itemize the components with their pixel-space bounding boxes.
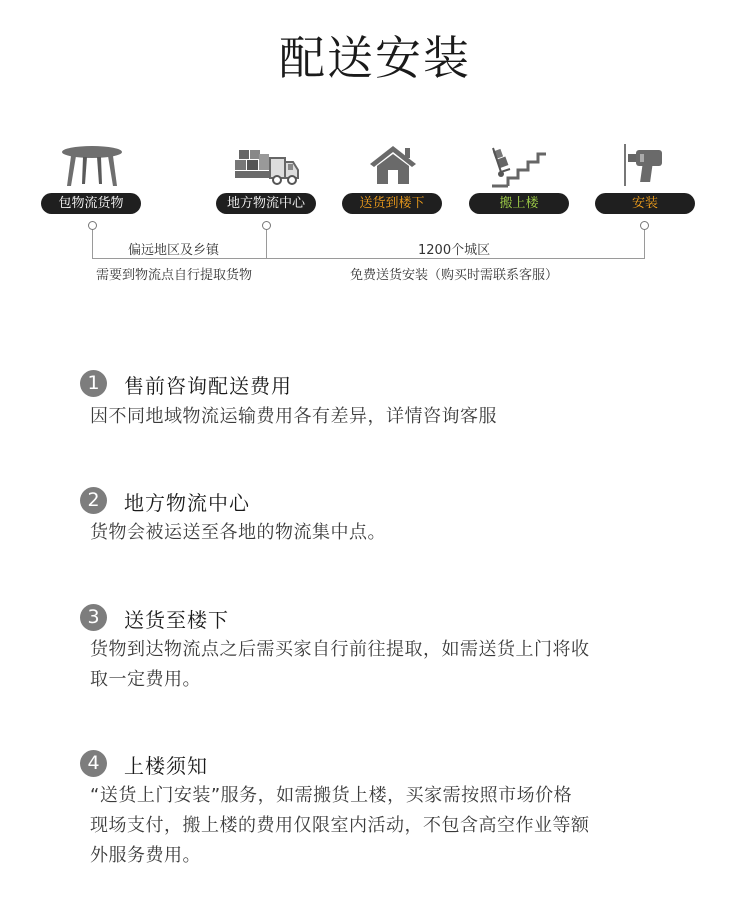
section-title: 地方物流中心 bbox=[124, 491, 250, 515]
delivery-truck-icon bbox=[233, 140, 303, 190]
section-body bbox=[90, 518, 670, 548]
timeline-dot bbox=[88, 221, 97, 230]
table-icon bbox=[57, 140, 127, 190]
stairs-trolley-icon bbox=[484, 140, 554, 190]
section-line: 货物会被运送至各地的物流集中点。 bbox=[90, 522, 386, 543]
section-title: 售前咨询配送费用 bbox=[124, 374, 292, 398]
section-title: 送货至楼下 bbox=[124, 608, 229, 632]
section-line: 现场支付，搬上楼的费用仅限室内活动，不包含高空作业等额 bbox=[90, 815, 590, 836]
step-label-package: 包物流货物 bbox=[41, 193, 141, 214]
remote-area-note: 需要到物流点自行提取货物 bbox=[96, 268, 253, 283]
timeline-dot bbox=[640, 221, 649, 230]
step-label-logistics-center: 地方物流中心 bbox=[216, 193, 316, 214]
page-title: 配送安装 bbox=[279, 31, 471, 85]
city-area-note: 免费送货安装（购买时需联系客服） bbox=[350, 268, 559, 283]
section-line: “送货上门安装”服务，如需搬货上楼，买家需按照市场价格 bbox=[90, 785, 573, 806]
house-icon bbox=[358, 140, 428, 190]
section-line: 外服务费用。 bbox=[90, 845, 201, 866]
section-body bbox=[90, 635, 670, 695]
step-label-carry-upstairs: 搬上楼 bbox=[469, 193, 569, 214]
timeline-tick-left bbox=[92, 226, 93, 258]
section-number-badge: 4 bbox=[80, 750, 107, 777]
step-label-install: 安装 bbox=[595, 193, 695, 214]
step-label-delivery-downstairs: 送货到楼下 bbox=[342, 193, 442, 214]
section-line: 因不同地域物流运输费用各有差异，详情咨询客服 bbox=[90, 406, 497, 427]
timeline-tick-right bbox=[644, 226, 645, 258]
city-area-label: 1200个城区 bbox=[418, 243, 491, 258]
section-number-badge: 3 bbox=[80, 604, 107, 631]
timeline-tick-mid bbox=[266, 226, 267, 258]
section-title: 上楼须知 bbox=[124, 754, 208, 778]
timeline-dot bbox=[262, 221, 271, 230]
section-body bbox=[90, 781, 670, 871]
timeline-line bbox=[92, 258, 645, 259]
section-line: 取一定费用。 bbox=[90, 669, 201, 690]
section-line: 货物到达物流点之后需买家自行前往提取，如需送货上门将收 bbox=[90, 639, 590, 660]
section-body bbox=[90, 402, 670, 432]
drill-icon bbox=[610, 140, 680, 190]
section-number-badge: 1 bbox=[80, 370, 107, 397]
remote-area-label: 偏远地区及乡镇 bbox=[128, 243, 220, 258]
section-number-badge: 2 bbox=[80, 487, 107, 514]
